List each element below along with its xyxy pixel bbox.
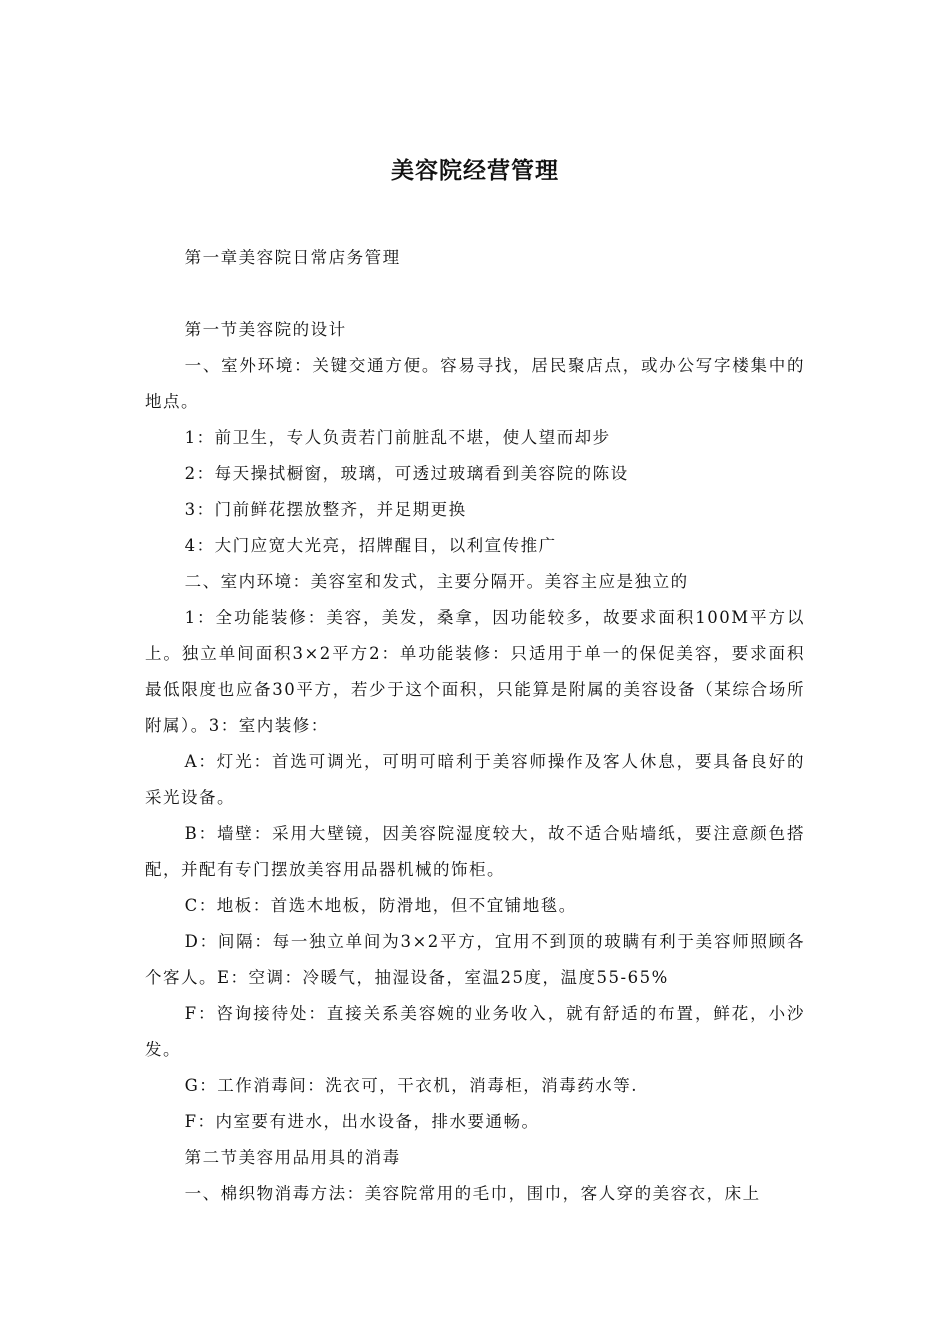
paragraph: F：咨询接待处：直接关系美容婉的业务收入，就有舒适的布置，鲜花，小沙发。	[145, 1004, 805, 1059]
document-title: 美容院经营管理	[391, 158, 559, 184]
paragraph: 4：大门应宽大光亮，招牌醒目，以利宣传推广	[184, 536, 557, 555]
paragraph: A：灯光：首选可调光，可明可暗利于美容师操作及客人休息，要具备良好的采光设备。	[145, 752, 805, 807]
paragraph: G：工作消毒间：洗衣可，干衣机，消毒柜，消毒药水等.	[184, 1076, 639, 1095]
paragraph: D：间隔：每一独立单间为3×2平方，宜用不到顶的玻瞒有利于美容师照顾各个客人。E：空调：冷暖气，抽湿设备，室温25度，温度55-65%	[145, 932, 805, 987]
paragraph: 3：门前鲜花摆放整齐，并足期更换	[184, 500, 467, 519]
paragraph: 1：全功能装修：美容，美发，桑拿，因功能较多，故要求面积100M平方以上。独立单间面积3×2平方2：单功能装修：只适用于单一的保促美容，要求面积最低限度也应备30平方，若少于这个面积，只能算是附属的美容设备（某综合场所附属）。3：室内装修：	[145, 608, 805, 735]
section-heading: 第一节美容院的设计	[184, 320, 347, 339]
chapter-heading: 第一章美容院日常店务管理	[184, 248, 401, 267]
paragraph: B：墙壁：采用大壁镜，因美容院湿度较大，故不适合贴墙纸，要注意颜色搭配，并配有专门摆放美容用品器机械的饰柜。	[145, 824, 805, 879]
document-body	[145, 312, 805, 1212]
paragraph: F：内室要有进水，出水设备，排水要通畅。	[184, 1112, 540, 1131]
chapter-heading-block	[145, 240, 805, 276]
section-heading: 第二节美容用品用具的消毒	[184, 1148, 401, 1167]
paragraph: 2：每天操拭橱窗，玻璃，可透过玻璃看到美容院的陈设	[184, 464, 629, 483]
paragraph: 1：前卫生，专人负责若门前脏乱不堪，使人望而却步	[184, 428, 611, 447]
paragraph: 二、室内环境：美容室和发式，主要分隔开。美容主应是独立的	[184, 572, 689, 591]
paragraph: 一、室外环境：关键交通方便。容易寻找，居民聚店点，或办公写字楼集中的地点。	[145, 356, 805, 411]
paragraph: C：地板：首选木地板，防滑地，但不宜铺地毯。	[184, 896, 577, 915]
paragraph: 一、棉织物消毒方法：美容院常用的毛巾，围巾，客人穿的美容衣，床上	[184, 1184, 761, 1203]
